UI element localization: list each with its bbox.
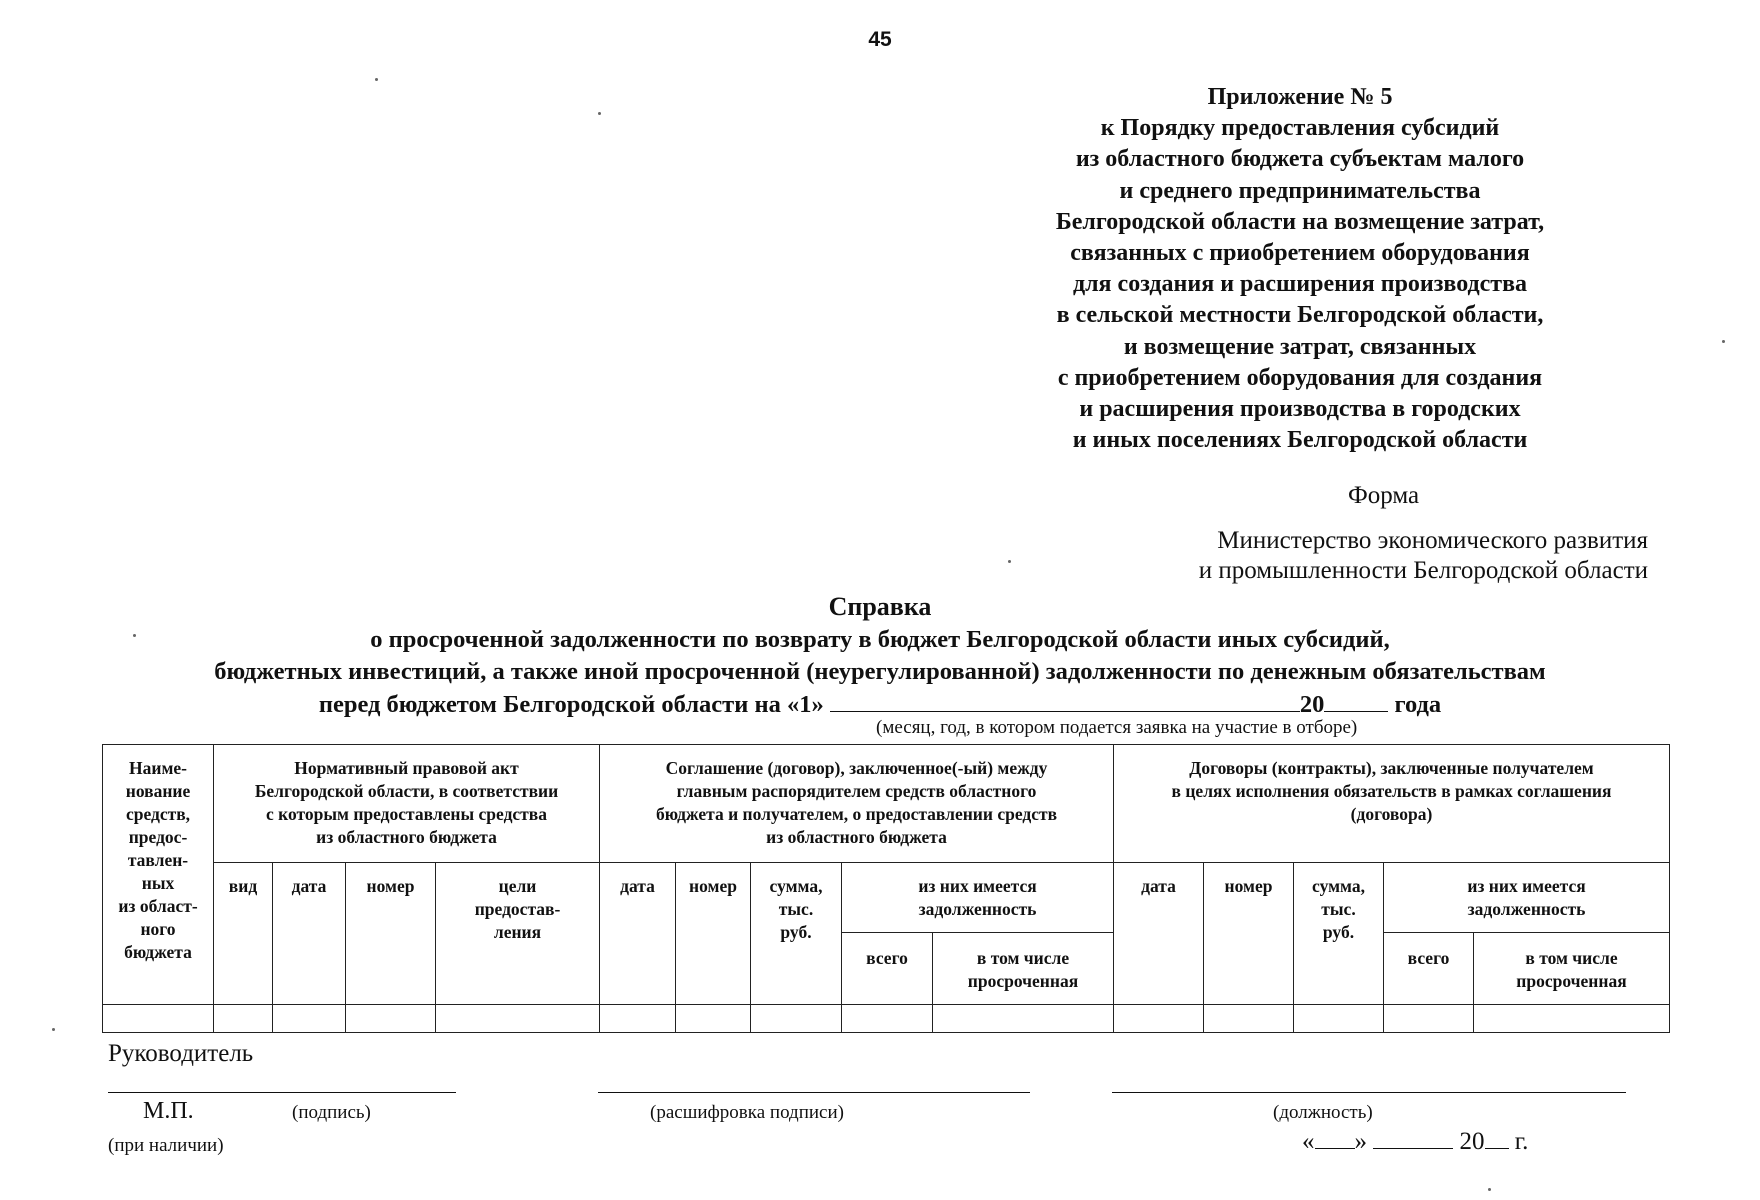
group-contracts: Договоры (контракты), заключенные получателем в целях исполнения обязательств в рамках соглашения (договора) — [1114, 745, 1670, 863]
table-cell[interactable] — [273, 1005, 346, 1033]
col-contract-sum: сумма, тыс. руб. — [1294, 863, 1384, 1005]
appendix-line: с приобретением оборудования для создания — [1057, 364, 1543, 391]
form-label: Форма — [1348, 482, 1420, 509]
appendix-line: и иных поселениях Белгородской области — [1072, 427, 1528, 454]
decoding-line[interactable] — [598, 1092, 1030, 1093]
col-agreement-sum: сумма, тыс. руб. — [751, 863, 842, 1005]
appendix-line: к Порядку предоставления субсидий — [1100, 115, 1500, 142]
document-title: Справка — [828, 592, 932, 621]
col-agreement-debt: из них имеется задолженность — [842, 863, 1114, 933]
table-cell[interactable] — [1204, 1005, 1294, 1033]
debt-table — [102, 744, 1670, 1033]
col-act-purpose: цели предостав- ления — [436, 863, 600, 1005]
scan-speck — [1008, 560, 1011, 563]
document-subtitle — [0, 624, 1760, 721]
group-agreement: Соглашение (договор), заключенное(-ый) между главным распорядителем средств областного бюджета и получателем, о предоставлении средств из областного бюджета — [600, 745, 1114, 863]
signature-line[interactable] — [108, 1092, 456, 1093]
appendix-line: из областного бюджета субъектам малого — [1075, 146, 1525, 173]
col-agreement-debt-overdue: в том числе просроченная — [933, 933, 1114, 1005]
date-open-quote: « — [1302, 1128, 1315, 1155]
col-act-date: дата — [273, 863, 346, 1005]
table-cell[interactable] — [436, 1005, 600, 1033]
scan-speck — [52, 1028, 55, 1031]
ministry-line-2: и промышленности Белгородской области — [1198, 557, 1648, 584]
month-blank-bottom[interactable] — [1373, 1124, 1453, 1149]
scan-speck — [375, 78, 378, 81]
month-hint: (месяц, год, в котором подается заявка на участие в отборе) — [876, 717, 1358, 738]
table-cell[interactable] — [676, 1005, 751, 1033]
date-suffix: г. — [1514, 1128, 1529, 1155]
position-caption: (должность) — [1273, 1102, 1373, 1123]
ministry-name — [1100, 526, 1648, 586]
col-contract-date: дата — [1114, 863, 1204, 1005]
table-cell[interactable] — [751, 1005, 842, 1033]
col-agreement-date: дата — [600, 863, 676, 1005]
col-funds-name: Наиме- нование средств, предос- тавлен- ных из област- ного бюджета — [103, 745, 214, 1005]
subtitle-year: 20 — [1299, 691, 1325, 718]
subtitle-year-suffix: года — [1394, 691, 1442, 718]
leader-label: Руководитель — [108, 1040, 254, 1067]
page-number: 45 — [868, 28, 892, 51]
decoding-caption: (расшифровка подписи) — [650, 1102, 844, 1123]
date-close-quote: » — [1354, 1128, 1367, 1155]
table-row — [103, 1005, 1670, 1033]
table-cell[interactable] — [214, 1005, 273, 1033]
scan-speck — [598, 112, 601, 115]
col-contract-number: номер — [1204, 863, 1294, 1005]
scan-speck — [133, 634, 136, 637]
appendix-line: Приложение № 5 — [1207, 84, 1393, 110]
table-cell[interactable] — [1474, 1005, 1670, 1033]
appendix-line: для создания и расширения производства — [1072, 271, 1528, 298]
appendix-heading — [1040, 82, 1560, 456]
appendix-line: и возмещение затрат, связанных — [1123, 333, 1477, 360]
appendix-line: и среднего предпринимательства — [1119, 177, 1481, 204]
table-cell[interactable] — [1114, 1005, 1204, 1033]
appendix-line: связанных с приобретением оборудования — [1070, 240, 1530, 267]
col-agreement-number: номер — [676, 863, 751, 1005]
subtitle-line-1: о просроченной задолженности по возврату в бюджет Белгородской области иных субсидий, — [370, 626, 1390, 653]
scan-speck — [1722, 340, 1725, 343]
month-blank[interactable] — [830, 687, 1300, 712]
ministry-line-1: Министерство экономического развития — [1217, 527, 1648, 554]
appendix-line: и расширения производства в городских — [1079, 396, 1521, 423]
year-blank-bottom[interactable] — [1485, 1124, 1509, 1149]
signature-caption: (подпись) — [292, 1102, 371, 1123]
col-act-number: номер — [346, 863, 436, 1005]
appendix-line: Белгородской области на возмещение затрат, — [1055, 208, 1545, 235]
position-line[interactable] — [1112, 1092, 1626, 1093]
table-cell[interactable] — [1294, 1005, 1384, 1033]
group-legal-act: Нормативный правовой акт Белгородской области, в соответствии с которым предоставлены средства из областного бюджета — [214, 745, 600, 863]
scan-speck — [1488, 1188, 1491, 1191]
subtitle-line-3 — [0, 687, 1760, 721]
col-contract-debt-total: всего — [1384, 933, 1474, 1005]
table-cell[interactable] — [1384, 1005, 1474, 1033]
date-year: 20 — [1459, 1128, 1485, 1155]
subtitle-line-2: бюджетных инвестиций, а также иной просроченной (неурегулированной) задолженности по денежным обязательствам — [214, 657, 1546, 685]
appendix-line: в сельской местности Белгородской области, — [1056, 302, 1544, 329]
table-cell[interactable] — [346, 1005, 436, 1033]
col-act-type: вид — [214, 863, 273, 1005]
subtitle-date-prefix: перед бюджетом Белгородской области на «1» — [318, 691, 824, 718]
signature-date — [1302, 1124, 1528, 1156]
table-cell[interactable] — [103, 1005, 214, 1033]
col-agreement-debt-total: всего — [842, 933, 933, 1005]
stamp-place-label: М.П. — [143, 1098, 194, 1124]
if-any-caption: (при наличии) — [108, 1135, 224, 1156]
year-blank[interactable] — [1324, 687, 1388, 712]
table-cell[interactable] — [600, 1005, 676, 1033]
table-cell[interactable] — [933, 1005, 1114, 1033]
day-blank[interactable] — [1315, 1124, 1355, 1149]
col-contract-debt-overdue: в том числе просроченная — [1474, 933, 1670, 1005]
col-contract-debt: из них имеется задолженность — [1384, 863, 1670, 933]
table-cell[interactable] — [842, 1005, 933, 1033]
